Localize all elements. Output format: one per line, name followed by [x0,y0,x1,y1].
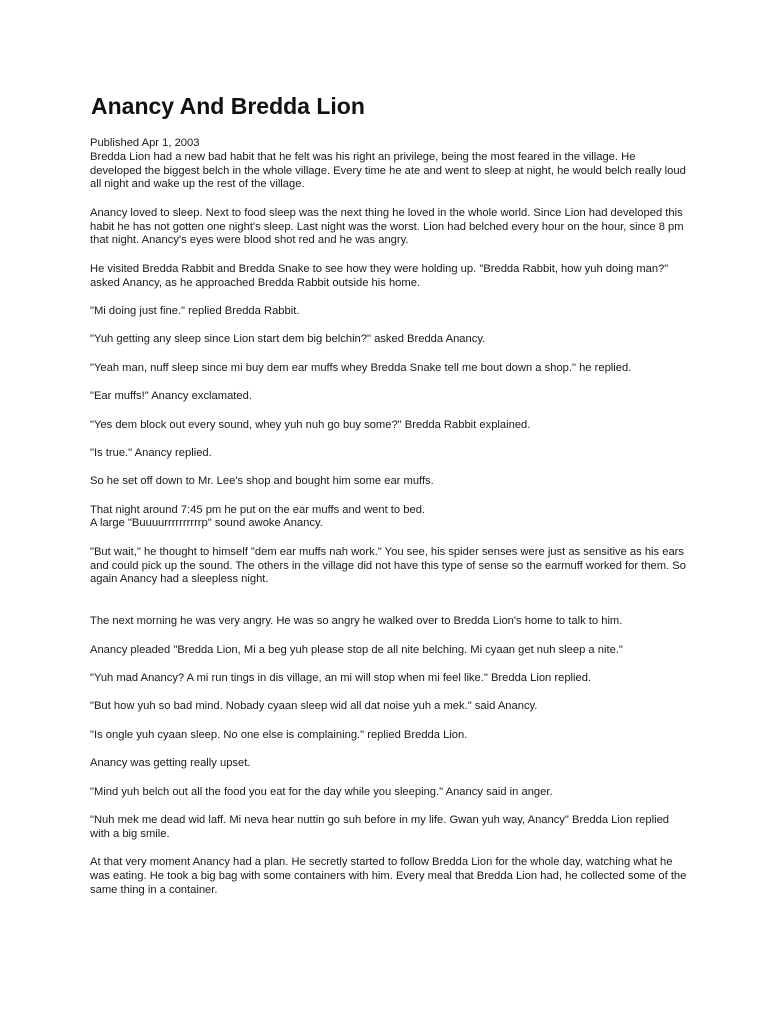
paragraph-17: "But how yuh so bad mind. Nobady cyaan sleep wid all dat noise yuh a mek." said Anancy. [90,700,538,713]
paragraph-14: The next morning he was very angry. He was so angry he walked over to Bredda Lion's home to talk to him. [90,615,623,628]
paragraph-5: "Yuh getting any sleep since Lion start dem big belchin?" asked Bredda Anancy. [90,333,486,346]
paragraph-21: "Nuh mek me dead wid laff. Mi neva hear nuttin go suh before in my life. Gwan yuh way, Anancy" Bredda Lion replied with a big smile. [90,814,670,840]
paragraph-2: Anancy loved to sleep. Next to food sleep was the next thing he loved in the whole world. Since Lion had developed this habit he has not gotten one night's sleep. Last night was the worst. Lion had belched every hour on the hour, since 8 pm that night. Anancy's eyes were blood shot red and he was angry. [90,206,684,247]
paragraph-15: Anancy pleaded "Bredda Lion, Mi a beg yuh please stop de all nite belching. Mi cyaan get nuh sleep a nite." [90,643,623,656]
paragraph-12: A large "Buuuurrrrrrrrrrp" sound awoke Anancy. [90,517,323,530]
published-date: Published Apr 1, 2003 [90,137,200,149]
paragraph-19: Anancy was getting really upset. [90,757,251,770]
paragraph-4: "Mi doing just fine." replied Bredda Rabbit. [90,304,300,317]
paragraph-3: He visited Bredda Rabbit and Bredda Snake to see how they were holding up. "Bredda Rabbit, how yuh doing man?" asked Anancy, as he approached Bredda Rabbit outside his home. [90,262,669,289]
paragraph-7: "Ear muffs!" Anancy exclamated. [90,390,252,403]
paragraph-8: "Yes dem block out every sound, whey yuh nuh go buy some?" Bredda Rabbit explained. [90,418,531,431]
paragraph-18: "Is ongle yuh cyaan sleep. No one else is complaining." replied Bredda Lion. [90,728,468,741]
paragraph-1: Bredda Lion had a new bad habit that he felt was his right an privilege, being the most feared in the village. He developed the biggest belch in the whole village. Every time he ate and went to sleep at night, he would belch really loud all night and wake up the rest of the village. [90,150,686,191]
story-title: Anancy And Bredda Lion [91,93,365,119]
paragraph-10: So he set off down to Mr. Lee's shop and bought him some ear muffs. [90,475,434,488]
paragraph-9: "Is true." Anancy replied. [90,446,212,459]
paragraph-13: "But wait," he thought to himself "dem ear muffs nah work." You see, his spider senses were just as sensitive as his ears and could pick up the sound. The others in the village did not have this type of sense so the earmuff worked for them. So again Anancy had a sleepless night. [90,545,686,586]
paragraph-16: "Yuh mad Anancy? A mi run tings in dis village, an mi will stop when mi feel like." Bredda Lion replied. [90,672,592,685]
paragraph-6: "Yeah man, nuff sleep since mi buy dem ear muffs whey Bredda Snake tell me bout down a shop." he replied. [90,361,632,374]
paragraph-22: At that very moment Anancy had a plan. He secretly started to follow Bredda Lion for the whole day, watching what he was eating. He took a big bag with some containers with him. Every meal that Bredda Lion had, he collected some of the same thing in a container. [90,856,687,896]
paragraph-20: "Mind yuh belch out all the food you eat for the day while you sleeping." Anancy said in anger. [90,785,553,798]
story-body [90,137,690,912]
paragraph-11: That night around 7:45 pm he put on the ear muffs and went to bed. [90,503,426,516]
